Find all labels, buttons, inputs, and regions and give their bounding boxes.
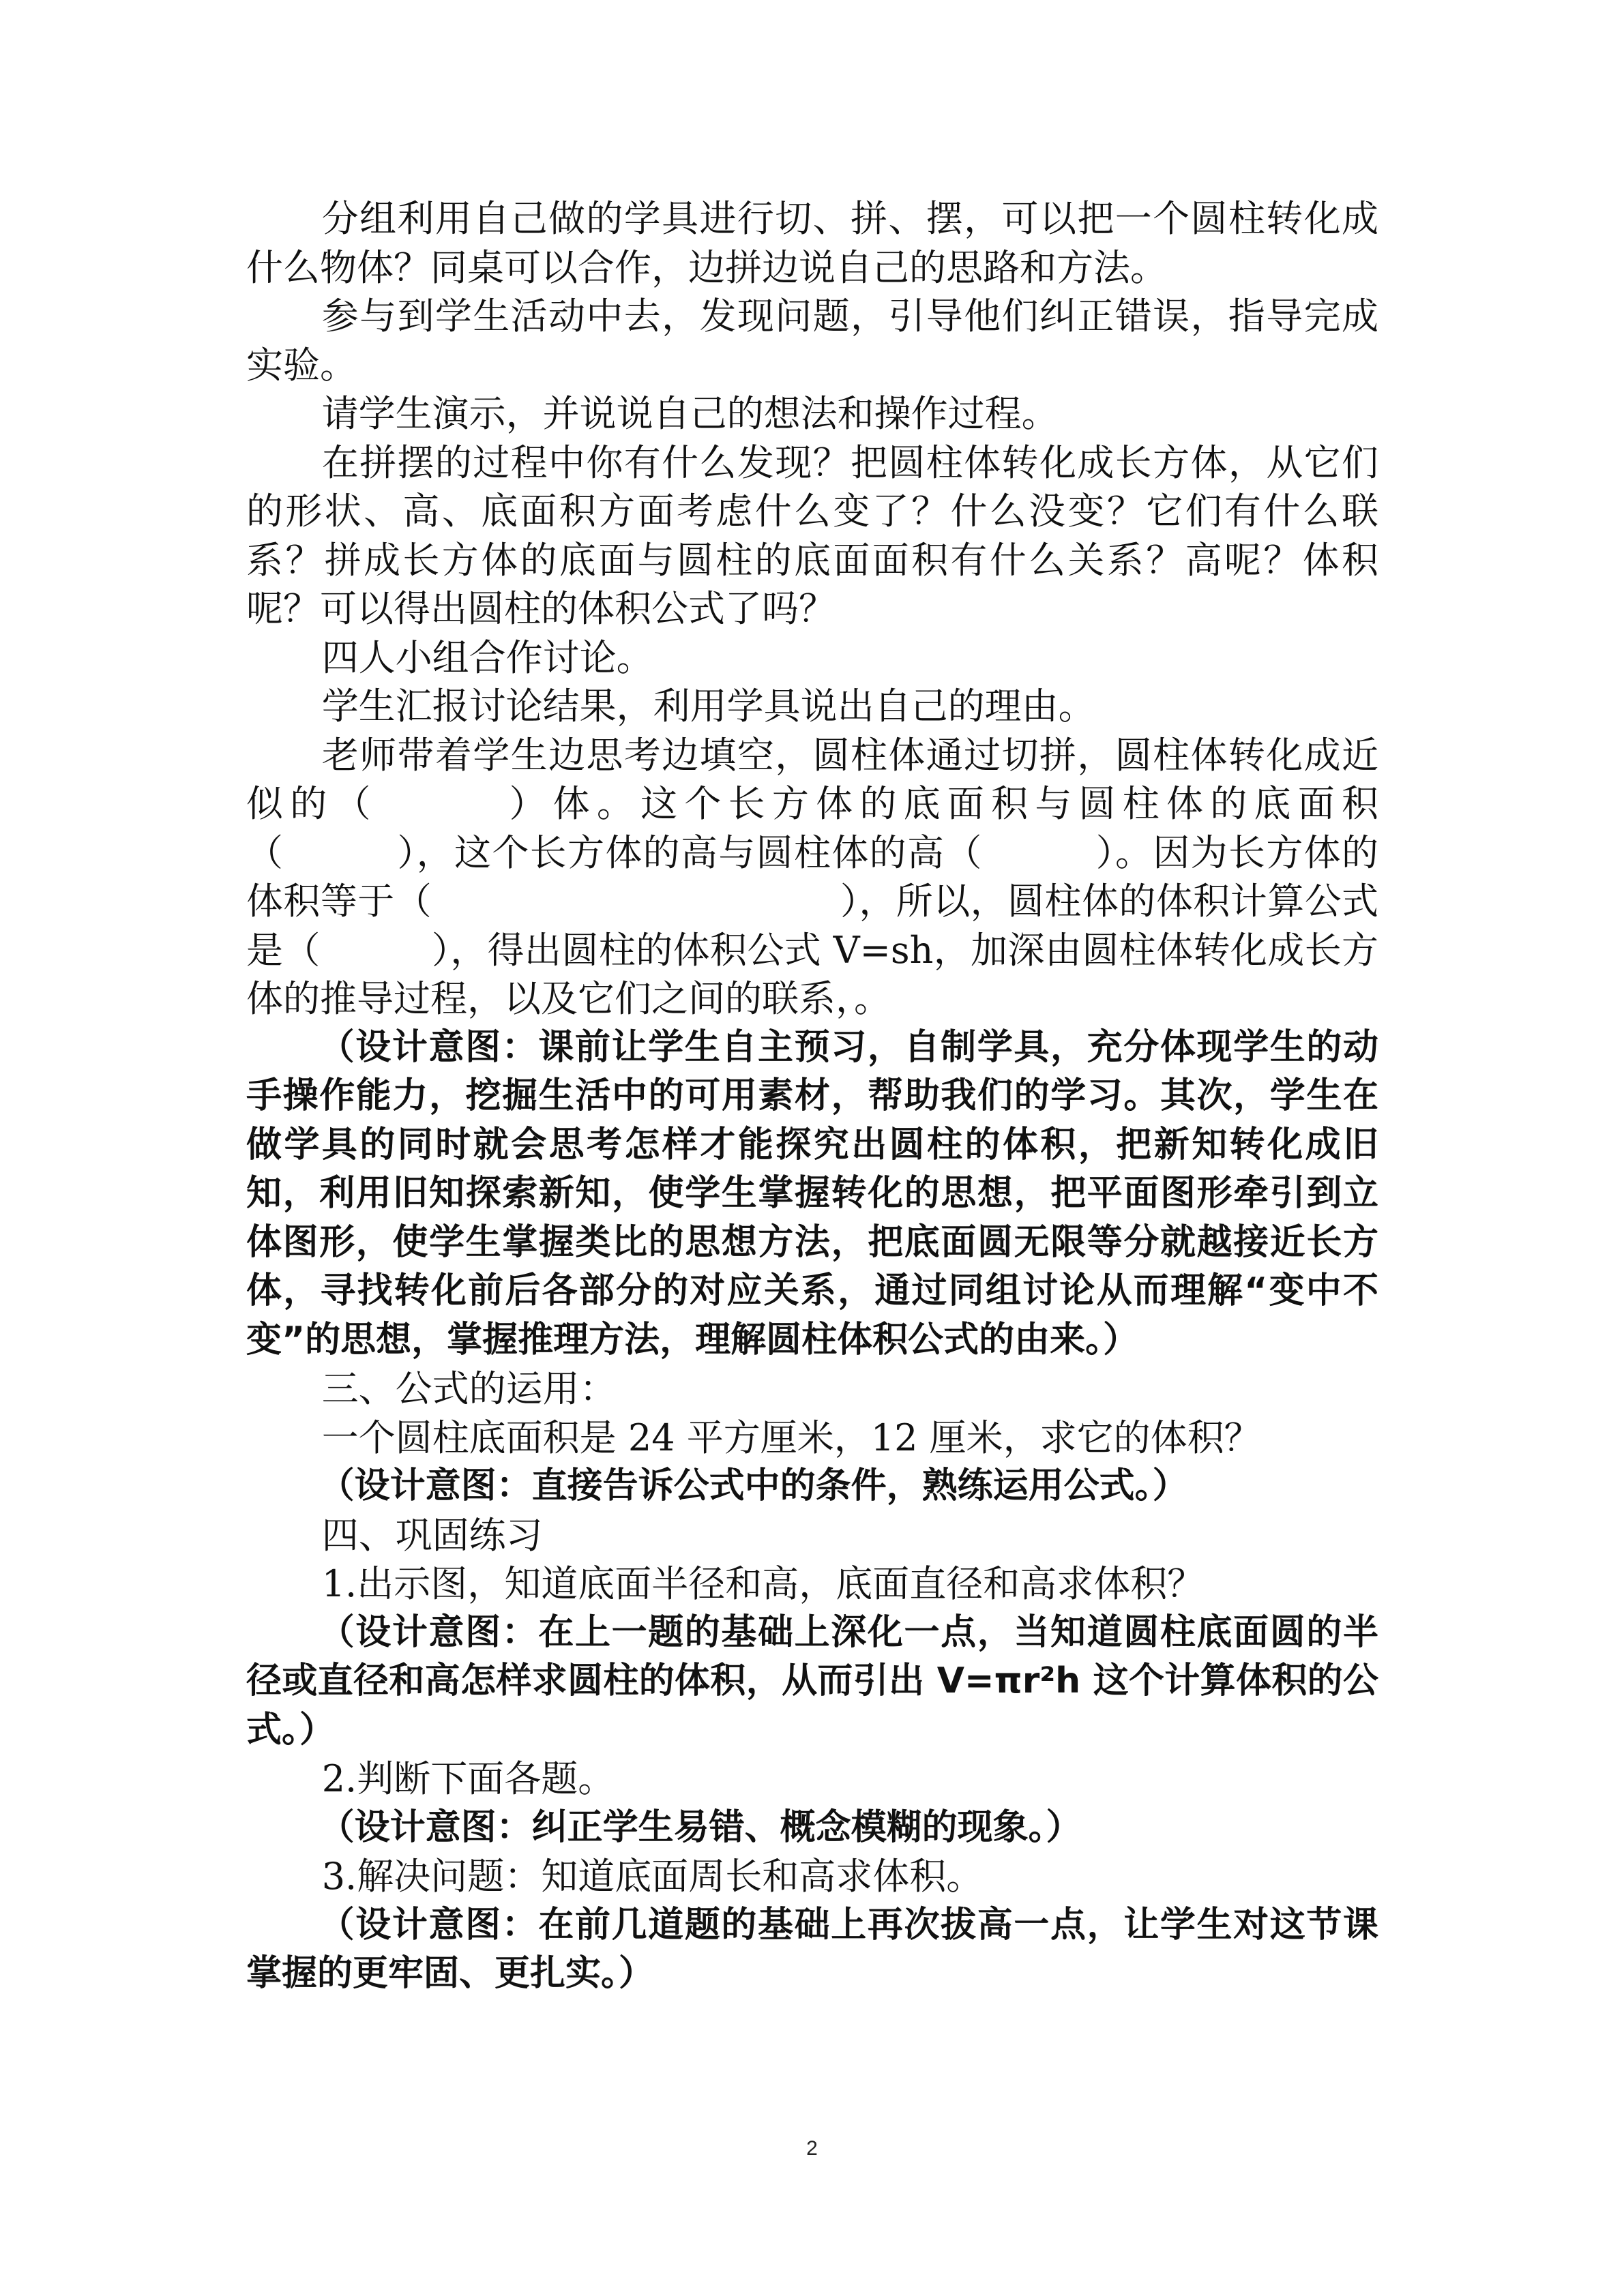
paragraph-6: 学生汇报讨论结果，利用学具说出自己的理由。 [321, 685, 1095, 728]
paragraph-5: 四人小组合作讨论。 [321, 636, 653, 679]
page-number: 2 [806, 2137, 818, 2160]
paragraph-3: 请学生演示，并说说自己的想法和操作过程。 [321, 392, 1059, 435]
exercise-1: 1.出示图，知道底面半径和高，底面直径和高求体积？ [321, 1562, 1205, 1605]
paragraph-7: 老师带着学生边思考边填空，圆柱体通过切拼，圆柱体转化成近似的（ ）体。这个长方体的底面积与圆柱体的底面积（ ），这个长方体的高与圆柱体的高（ ）。因为长方体的体积等于（ ），所以，圆柱体的体积计算公式是（ ），得出圆柱的体积公式 V=sh，加深由圆柱体转化成长方体的推导过程，以及它们之间的联系，。 [246, 733, 1378, 1020]
paragraph-8: 一个圆柱底面积是 24 平方厘米，12 厘米，求它的体积？ [321, 1416, 1261, 1459]
paragraph-2: 参与到学生活动中去，发现问题，引导他们纠正错误，指导完成实验。 [246, 295, 1378, 387]
document-body [246, 194, 1378, 1999]
design-intent-3: （设计意图：在上一题的基础上深化一点，当知道圆柱底面圆的半径或直径和高怎样求圆柱的体积，从而引出 V=πr²h 这个计算体积的公式。） [246, 1611, 1378, 1750]
paragraph-4: 在拼摆的过程中你有什么发现？把圆柱体转化成长方体，从它们的形状、高、底面积方面考虑什么变了？什么没变？它们有什么联系？拼成长方体的底面与圆柱的底面面积有什么关系？高呢？体积呢？可以得出圆柱的体积公式了吗？ [246, 441, 1378, 630]
exercise-2: 2.判断下面各题。 [321, 1757, 615, 1800]
design-intent-2: （设计意图：直接告诉公式中的条件，熟练运用公式。） [319, 1465, 1188, 1506]
section-heading-4: 四、巩固练习 [321, 1513, 543, 1557]
paragraph-1: 分组利用自己做的学具进行切、拼、摆，可以把一个圆柱转化成什么物体？同桌可以合作，边拼边说自己的思路和方法。 [246, 197, 1378, 289]
exercise-3: 3.解决问题：知道底面周长和高求体积。 [321, 1855, 984, 1898]
design-intent-5: （设计意图：在前几道题的基础上再次拔高一点，让学生对这节课掌握的更牢固、更扎实。） [246, 1904, 1378, 1994]
design-intent-1: （设计意图：课前让学生自主预习，自制学具，充分体现学生的动手操作能力，挖掘生活中的可用素材，帮助我们的学习。其次，学生在做学具的同时就会思考怎样才能探究出圆柱的体积，把新知转化成旧知，利用旧知探索新知，使学生掌握转化的思想，把平面图形牵引到立体图形，使学生掌握类比的思想方法，把底面圆无限等分就越接近长方体，寻找转化前后各部分的对应关系，通过同组讨论从而理解“变中不变”的思想，掌握推理方法，理解圆柱体积公式的由来。） [246, 1026, 1378, 1360]
design-intent-4: （设计意图：纠正学生易错、概念模糊的现象。） [319, 1806, 1082, 1848]
section-heading-3: 三、公式的运用： [321, 1367, 617, 1410]
